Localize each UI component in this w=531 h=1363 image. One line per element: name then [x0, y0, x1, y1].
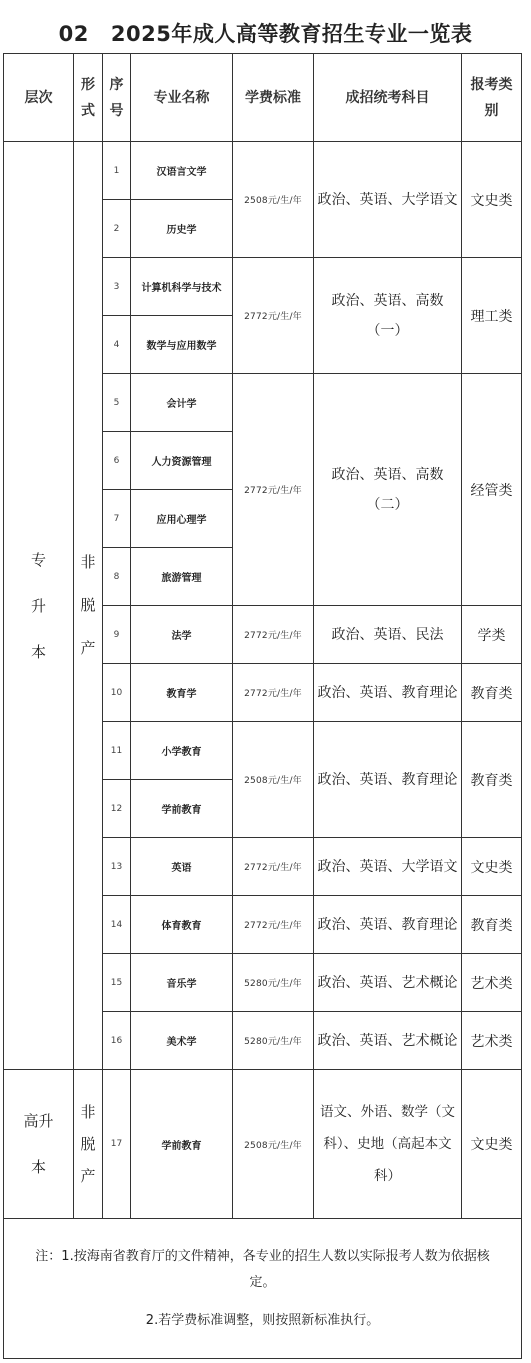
major-cell: 学前教育 — [131, 780, 233, 838]
major-cell: 体育教育 — [131, 896, 233, 954]
major-cell: 小学教育 — [131, 722, 233, 780]
header-row — [4, 54, 522, 142]
level-cell-gsb: 高升 本 — [4, 1070, 74, 1219]
major-cell: 音乐学 — [131, 954, 233, 1012]
category-cell: 艺术类 — [462, 1012, 522, 1070]
subjects-cell: 语文、外语、数学（文 科）、史地（高起本文 科） — [314, 1070, 462, 1219]
category-cell: 文史类 — [462, 1070, 522, 1219]
fee-cell: 2772元/生/年 — [233, 258, 314, 374]
index-cell: 7 — [103, 490, 131, 548]
form-cell-zsb: 非 脱 产 — [74, 142, 103, 1070]
major-cell: 数学与应用数学 — [131, 316, 233, 374]
subjects-cell: 政治、英语、大学语文 — [314, 838, 462, 896]
index-cell: 4 — [103, 316, 131, 374]
category-cell: 文史类 — [462, 838, 522, 896]
index-cell: 12 — [103, 780, 131, 838]
major-cell: 学前教育 — [131, 1070, 233, 1219]
note-line-3: 2.若学费标准调整，则按照新标准执行。 — [145, 1312, 380, 1328]
category-cell: 经管类 — [462, 374, 522, 606]
subjects-cell: 政治、英语、教育理论 — [314, 896, 462, 954]
major-cell: 旅游管理 — [131, 548, 233, 606]
header-level: 层次 — [4, 54, 74, 142]
header-subjects: 成招统考科目 — [314, 54, 462, 142]
major-cell: 汉语言文学 — [131, 142, 233, 200]
fee-cell: 2772元/生/年 — [233, 896, 314, 954]
index-cell: 17 — [103, 1070, 131, 1219]
fee-cell: 2508元/生/年 — [233, 722, 314, 838]
fee-cell: 2772元/生/年 — [233, 374, 314, 606]
majors-table — [3, 53, 522, 1359]
level-cell-zsb: 专 升 本 — [4, 142, 74, 1070]
notes-cell — [4, 1219, 522, 1359]
subjects-cell: 政治、英语、高数 （二） — [314, 374, 462, 606]
title-number: 02 — [58, 22, 89, 46]
title-text: 2025年成人高等教育招生专业一览表 — [110, 22, 473, 46]
subjects-cell: 政治、英语、艺术概论 — [314, 954, 462, 1012]
major-cell: 历史学 — [131, 200, 233, 258]
header-fee: 学费标准 — [233, 54, 314, 142]
page-title — [0, 16, 531, 52]
category-cell: 艺术类 — [462, 954, 522, 1012]
note-line-2: 定。 — [249, 1274, 276, 1290]
major-cell: 英语 — [131, 838, 233, 896]
fee-cell: 2508元/生/年 — [233, 142, 314, 258]
header-form: 形 式 — [74, 54, 103, 142]
fee-cell: 2772元/生/年 — [233, 664, 314, 722]
major-cell: 法学 — [131, 606, 233, 664]
fee-cell: 2772元/生/年 — [233, 838, 314, 896]
subjects-cell: 政治、英语、高数 （一） — [314, 258, 462, 374]
major-cell: 人力资源管理 — [131, 432, 233, 490]
notes-row — [4, 1219, 522, 1359]
table-row — [4, 1070, 522, 1219]
major-cell: 美术学 — [131, 1012, 233, 1070]
major-cell: 应用心理学 — [131, 490, 233, 548]
index-cell: 13 — [103, 838, 131, 896]
table-row — [4, 142, 522, 200]
index-cell: 10 — [103, 664, 131, 722]
fee-cell: 5280元/生/年 — [233, 954, 314, 1012]
subjects-cell: 政治、英语、教育理论 — [314, 722, 462, 838]
subjects-cell: 政治、英语、大学语文 — [314, 142, 462, 258]
category-cell: 学类 — [462, 606, 522, 664]
index-cell: 9 — [103, 606, 131, 664]
index-cell: 8 — [103, 548, 131, 606]
header-category: 报考类 别 — [462, 54, 522, 142]
fee-cell: 5280元/生/年 — [233, 1012, 314, 1070]
index-cell: 6 — [103, 432, 131, 490]
index-cell: 15 — [103, 954, 131, 1012]
subjects-cell: 政治、英语、艺术概论 — [314, 1012, 462, 1070]
category-cell: 文史类 — [462, 142, 522, 258]
fee-cell: 2772元/生/年 — [233, 606, 314, 664]
index-cell: 5 — [103, 374, 131, 432]
note-line-1: 注：1.按海南省教育厅的文件精神，各专业的招生人数以实际报考人数为依据核 — [35, 1248, 490, 1264]
major-cell: 教育学 — [131, 664, 233, 722]
major-cell: 会计学 — [131, 374, 233, 432]
subjects-cell: 政治、英语、教育理论 — [314, 664, 462, 722]
index-cell: 11 — [103, 722, 131, 780]
index-cell: 16 — [103, 1012, 131, 1070]
index-cell: 3 — [103, 258, 131, 316]
category-cell: 教育类 — [462, 664, 522, 722]
category-cell: 理工类 — [462, 258, 522, 374]
index-cell: 2 — [103, 200, 131, 258]
category-cell: 教育类 — [462, 722, 522, 838]
form-cell-gsb: 非 脱 产 — [74, 1070, 103, 1219]
subjects-cell: 政治、英语、民法 — [314, 606, 462, 664]
category-cell: 教育类 — [462, 896, 522, 954]
header-major: 专业名称 — [131, 54, 233, 142]
header-index: 序 号 — [103, 54, 131, 142]
major-cell: 计算机科学与技术 — [131, 258, 233, 316]
fee-cell: 2508元/生/年 — [233, 1070, 314, 1219]
index-cell: 1 — [103, 142, 131, 200]
index-cell: 14 — [103, 896, 131, 954]
